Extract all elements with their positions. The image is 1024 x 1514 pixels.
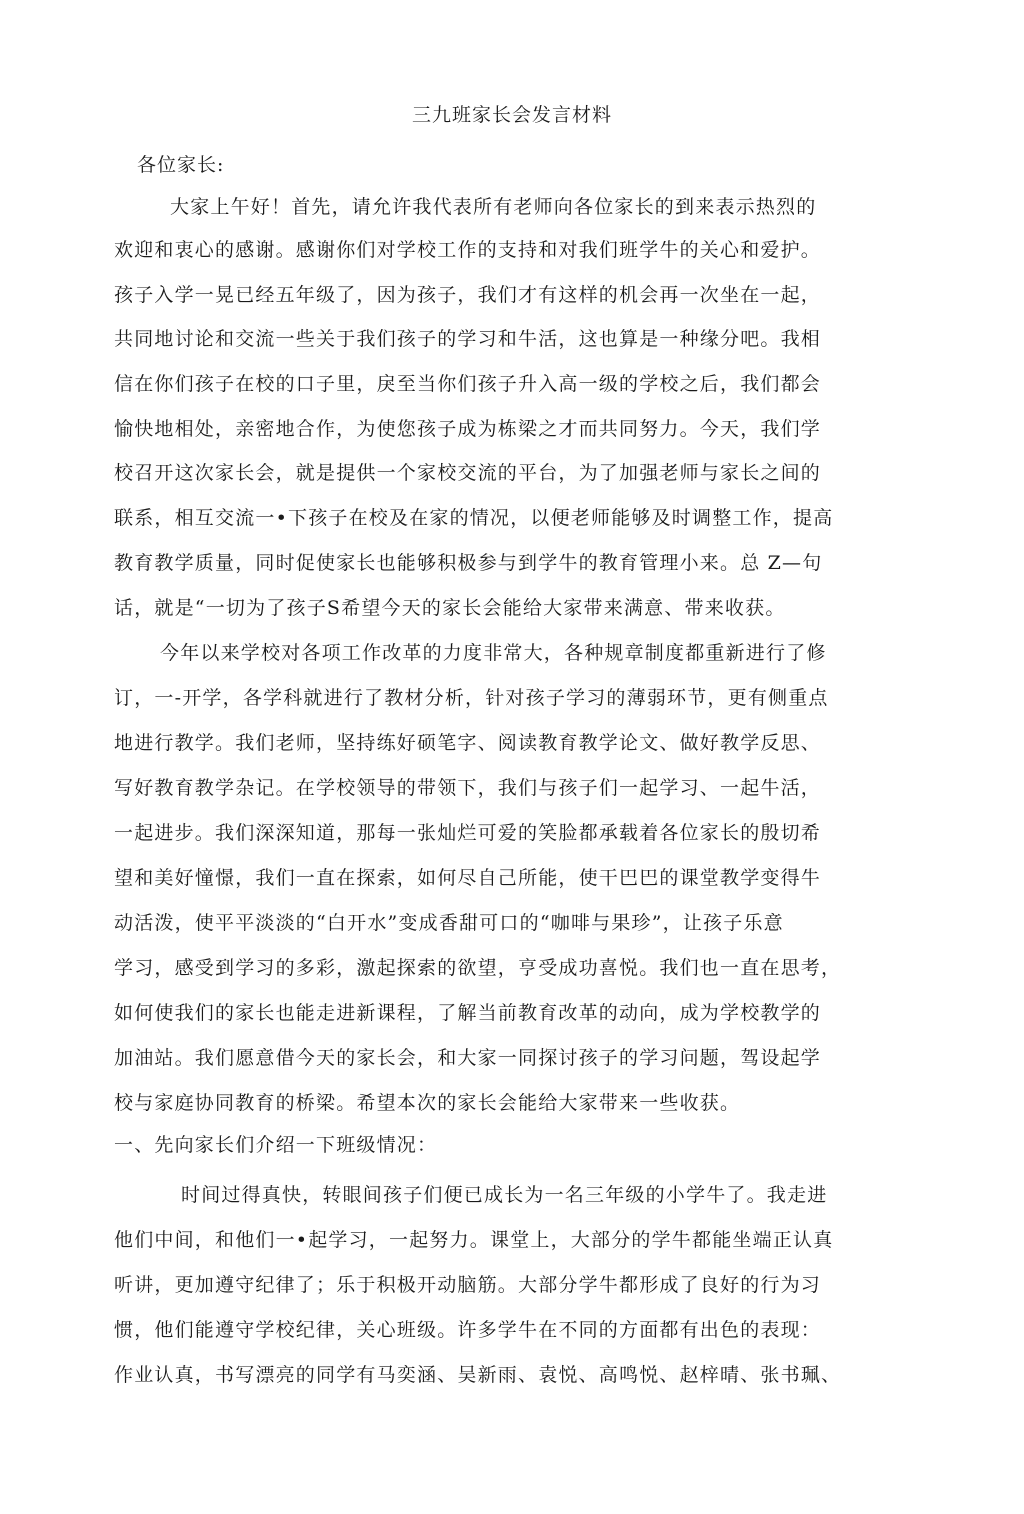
paragraph-line: 今年以来学校对各项工作改革的力度非常大，各种规章制度都重新进行了修 — [160, 642, 827, 664]
document-title: 三九班家长会发言材料 — [411, 104, 612, 126]
paragraph-line: 如何使我们的家长也能走进新课程，了解当前教育改革的动向，成为学校教学的 — [114, 1002, 822, 1024]
paragraph-line: 校召开这次家长会，就是提供一个家校交流的平台，为了加强老师与家长之间的 — [114, 462, 822, 484]
paragraph-line: 听讲，更加遵守纪律了；乐于积极开动脑筋。大部分学牛都形成了良好的行为习 — [114, 1274, 822, 1296]
paragraph-line: 学习，感受到学习的多彩，激起探索的欲望，亨受成功喜悦。我们也一直在思考， — [114, 957, 842, 979]
paragraph-line: 孩子入学一晃已经五年级了，因为孩子，我们才有这样的机会再一次坐在一起， — [114, 284, 822, 306]
paragraph-line: 共同地讨论和交流一些关于我们孩子的学习和牛活，这也算是一种缘分吧。我相 — [114, 328, 822, 350]
paragraph-line: 一起进步。我们深深知道，那每一张灿烂可爱的笑脸都承载着各位家长的殷切希 — [114, 822, 822, 844]
paragraph-line: 动活泼，使平平淡淡的“白开水”变成香甜可口的“咖啡与果珍”，让孩子乐意 — [114, 912, 784, 934]
paragraph-line: 望和美好憧憬，我们一直在探索，如何尽自己所能，使干巴巴的课堂教学变得牛 — [114, 867, 822, 889]
paragraph-line: 地进行教学。我们老师，坚持练好硕笔字、阅读教育教学论文、做好教学反思、 — [114, 732, 822, 754]
paragraph-line: 作业认真，书写漂亮的同学有马奕涵、吴新雨、袁悦、高鸣悦、赵梓晴、张书珮、 — [114, 1364, 842, 1386]
paragraph-line: 时间过得真快，转眼间孩子们便已成长为一名三年级的小学牛了。我走进 — [181, 1184, 828, 1206]
paragraph-line: 愉快地相处，亲密地合作，为使您孩子成为栋梁之才而共同努力。今天，我们学 — [114, 418, 822, 440]
paragraph-line: 大家上午好！首先，请允许我代表所有老师向各位家长的到来表示热烈的 — [170, 196, 817, 218]
paragraph-line: 话，就是“一切为了孩子S希望今天的家长会能给大家带来满意、带来收获。 — [114, 597, 786, 619]
paragraph-line: 教育教学质量，同时促使家长也能够积极参与到学牛的教育管理小来。总 Z—句 — [114, 552, 823, 574]
paragraph-line: 加油站。我们愿意借今天的家长会，和大家一同探讨孩子的学习问题，驾设起学 — [114, 1047, 822, 1069]
paragraph-line: 惯，他们能遵守学校纪律，关心班级。许多学牛在不同的方面都有出色的表现： — [114, 1319, 822, 1341]
paragraph-line: 写好教育教学杂记。在学校领导的带领下，我们与孩子们一起学习、一起牛活， — [114, 777, 822, 799]
paragraph-line: 信在你们孩子在校的口子里，戾至当你们孩子升入高一级的学校之后，我们都会 — [114, 373, 822, 395]
paragraph-line: 联系，相互交流一•下孩子在校及在家的情况，以便老师能够及时调整工作，提高 — [114, 507, 834, 529]
salutation: 各位家长: — [137, 154, 225, 176]
paragraph-line: 校与家庭协同教育的桥梁。希望本次的家长会能给大家带来一些收获。 — [114, 1092, 741, 1114]
section-heading: 一、先向家长们介绍一下班级情况： — [114, 1134, 438, 1156]
paragraph-line: 欢迎和衷心的感谢。感谢你们对学校工作的支持和对我们班学牛的关心和爱护。 — [114, 239, 822, 261]
paragraph-line: 他们中间，和他们一•起学习，一起努力。课堂上，大部分的学牛都能坐端正认真 — [114, 1229, 834, 1251]
paragraph-line: 订，一-开学，各学科就进行了教材分析，针对孩子学习的薄弱环节，更有侧重点 — [114, 687, 829, 709]
